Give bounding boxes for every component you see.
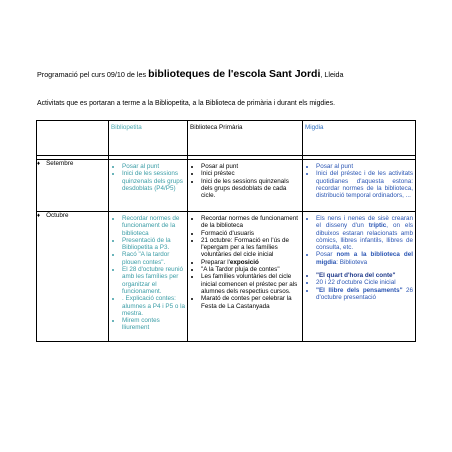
list-item: • Recordar normes de funcionament de la biblioteca — [122, 215, 185, 237]
primaria-cell — [188, 212, 303, 342]
list-item: • Les famílies voluntàries del cicle inicial comencen el préstec per als alumnes dels respectius cursos. — [201, 273, 300, 295]
bullet-icon: ♦ — [37, 161, 41, 167]
header-primaria: Biblioteca Primària — [188, 121, 303, 156]
pens-suffix: 26 d'octubre presentació — [316, 286, 413, 301]
list-item: • El 28 d'octubre reunió amb les famílies per organitzar el funcionament. — [122, 266, 185, 295]
expo-bold: exposició — [229, 258, 259, 266]
post-prefix: Posar — [316, 251, 337, 259]
list-item: • Inici del préstec i de les activitats quotidianes d'aquesta estona: recordar normes de la biblioteca, distribució temporal ordinadors, ... — [316, 170, 413, 199]
table-header-row — [37, 121, 416, 156]
table-row — [37, 212, 416, 342]
pens-title: "El llibre dels pensaments" — [316, 286, 403, 294]
title-suffix: , Lleida — [320, 70, 344, 79]
header-bibliopetita: Bibliopetita — [109, 121, 188, 156]
bullet-icon: ♦ — [37, 213, 41, 219]
list-item: • Mirem contes lliurement — [122, 317, 185, 332]
tripic-suffix: , on els dibuixos estaran relacionats amb còmics, llibres infantils, llibres de consulta, etc. — [316, 222, 413, 252]
list-item: • Formació d'usuaris — [201, 230, 300, 237]
list-item: • 20 i 22 d'octubre Cicle inicial — [316, 279, 413, 286]
list-item — [316, 287, 413, 302]
table-row — [37, 160, 416, 212]
bibliopetita-cell — [109, 160, 188, 212]
title-highlight: biblioteques de l'escola Sant Jordi — [148, 68, 321, 80]
tripic-prefix: Els nens i nenes de sisè crearan el disseny d'un — [316, 215, 413, 230]
list-item: • Posar al punt — [316, 163, 413, 170]
list-item — [316, 215, 413, 251]
list-item: • Racó "A la tardor plouen contes". — [122, 251, 185, 266]
intro-text: Activitats que es portaran a terme a la Bibliopetita, a la Biblioteca de primària i durant els migdies. — [37, 100, 335, 107]
tripic-bold: tríptic — [368, 222, 387, 230]
title-prefix: Programació pel curs 09/10 de les — [37, 70, 149, 79]
list-item: • Posar al punt — [122, 163, 185, 170]
list-item: • Inici de les sessions quinzenals dels grups desdoblats de cada cicle. — [201, 178, 300, 200]
list-item — [316, 251, 413, 266]
list-item: • 21 octubre: Formació en l'ús de l'epergam per a les famílies voluntàries del cicle inicial — [201, 237, 300, 259]
schedule-table — [36, 120, 416, 342]
migdia-cell — [303, 212, 416, 342]
list-item: • Inici de les sessions quinzenals dels grups desdoblats (P4/P5) — [122, 170, 185, 192]
bibliopetita-cell — [109, 212, 188, 342]
list-item: • Presentació de la Bibliopetita a P3. — [122, 237, 185, 252]
migdia-cell — [303, 160, 416, 212]
month-label: Setembre — [46, 160, 74, 167]
month-label: Octubre — [46, 212, 69, 219]
list-item: • Marató de contes per celebrar la Festa de La Castanyada — [201, 295, 300, 310]
list-item: • "A la Tardor pluja de contes" — [201, 266, 300, 273]
list-item: • "El quart d'hora del conte" — [316, 272, 413, 279]
month-cell — [37, 212, 109, 342]
post-suffix: : Biblioteva — [336, 258, 368, 266]
post-bold: nom a la biblioteca del migdia — [316, 251, 413, 266]
primaria-cell — [188, 160, 303, 212]
list-item — [201, 259, 300, 266]
expo-prefix: Preparar l' — [201, 258, 230, 266]
header-migdia: Migdia — [303, 121, 416, 156]
list-item: • Recordar normes de funcionament de la biblioteca — [201, 215, 300, 230]
list-item: • . Explicació contes: alumnes a P4 i P5 o la mestra. — [122, 295, 185, 317]
month-cell — [37, 160, 109, 212]
header-month — [37, 121, 109, 156]
list-item: • Posar al punt — [201, 163, 300, 170]
document-title — [37, 68, 437, 80]
list-item: • Inici préstec — [201, 170, 300, 177]
